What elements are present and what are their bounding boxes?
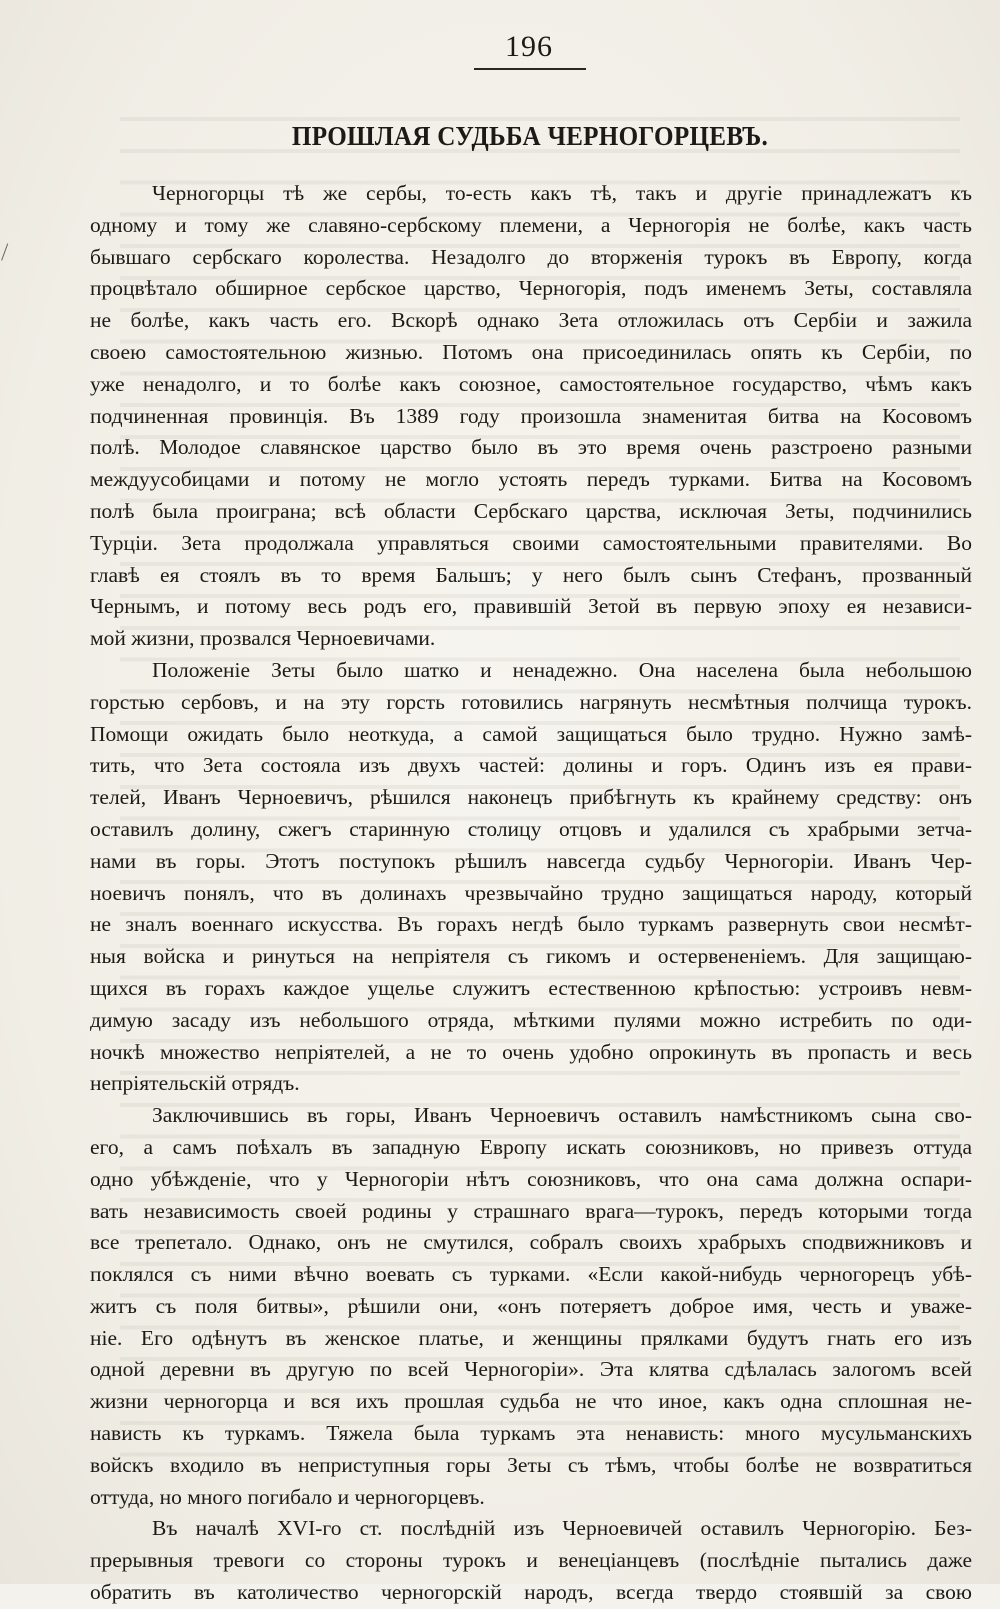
text-line: Въ началѣ XVI-го ст. послѣдній изъ Черноевичей оставилъ Черногорію. Без-	[152, 1516, 972, 1541]
text-line: прерывныя тревоги со стороны турокъ и венеціанцевъ (послѣдніе пытались даже	[90, 1548, 972, 1573]
text-line: междуусобицами и потому не могло устоять передъ турками. Битва на Косовомъ	[90, 467, 972, 492]
text-line: житъ съ поля битвы», рѣшили они, «онъ потеряетъ доброе имя, честь и уваже-	[90, 1293, 972, 1318]
paragraph-2	[90, 655, 972, 1100]
text-line: процвѣтало обширное сербское царство, Черногорія, подъ именемъ Зеты, составляла	[90, 276, 972, 301]
text-line: вать независимость своей родины у страшнаго врага—турокъ, передъ которыми тогда	[90, 1198, 972, 1223]
text-line: войскъ входило въ неприступныя горы Зеты съ тѣмъ, чтобы болѣе не возвратиться	[90, 1452, 972, 1477]
text-line: Заключившись въ горы, Иванъ Черноевичъ оставилъ намѣстникомъ сына сво-	[152, 1103, 972, 1128]
text-line: обратить въ католичество черногорскій народъ, всегда твердо стоявшій за свою	[90, 1580, 972, 1605]
text-line: щихся въ горахъ каждое ущелье служитъ естественною крѣпостью: устроивъ невм-	[90, 975, 972, 1000]
text-line: Турціи. Зета продолжала управляться своими самостоятельными правителями. Во	[90, 530, 972, 555]
text-line: нами въ горы. Этотъ поступокъ рѣшилъ навсегда судьбу Черногоріи. Иванъ Чер-	[90, 848, 972, 873]
text-line: горстью сербовъ, и на эту горсть готовились нагрянуть несмѣтныя полчища турокъ.	[90, 689, 972, 714]
text-line: Положеніе Зеты было шатко и ненадежно. Она населена была небольшою	[152, 657, 972, 682]
text-line: ныя войска и ринуться на непріятеля съ гикомъ и остервененіемъ. Для защищаю-	[90, 944, 972, 969]
text-line: полѣ была проиграна; всѣ области Сербскаго царства, исключая Зеты, подчинились	[90, 498, 972, 523]
text-line: главѣ ея стоялъ въ то время Бальшъ; у него былъ сынъ Стефанъ, прозванный	[90, 562, 972, 587]
text-line: не болѣе, какъ часть его. Вскорѣ однако Зета отложилась отъ Сербіи и зажила	[90, 308, 972, 333]
paragraph-4	[90, 1513, 972, 1608]
body-text	[90, 178, 972, 1609]
text-line: тить, что Зета состояла изъ двухъ частей: долины и горъ. Одинъ изъ ея прави-	[90, 753, 972, 778]
paragraph-1	[90, 178, 972, 655]
text-line: Помощи ожидать было неоткуда, а самой защищаться было трудно. Нужно замѣ-	[90, 721, 972, 746]
text-line: одно убѣжденіе, что у Черногоріи нѣтъ союзниковъ, что она сама должна оспари-	[90, 1166, 972, 1191]
text-line: одному и тому же славяно-сербскому племени, а Черногорія не болѣе, какъ часть	[90, 212, 972, 237]
text-line: нависть къ туркамъ. Тяжела была туркамъ эта ненависть: много мусульманскихъ	[90, 1421, 972, 1446]
page-number: 196	[505, 30, 553, 63]
text-line: полѣ. Молодое славянское царство было въ это время очень разстроено разными	[90, 435, 972, 460]
text-line: оставилъ долину, сжегъ старинную столицу отцовъ и удалился съ храбрыми зетча-	[90, 816, 972, 841]
text-line: ноевичъ понялъ, что въ долинахъ чрезвычайно трудно защищаться народу, который	[90, 880, 972, 905]
text-line: уже ненадолго, и то болѣе какъ союзное, самостоятельное государство, чѣмъ какъ	[90, 371, 972, 396]
text-line: димую засаду изъ небольшого отряда, мѣткими пулями можно истребить по оди-	[90, 1007, 972, 1032]
text-line: телей, Иванъ Черноевичъ, рѣшился наконецъ прибѣгнуть къ крайнему средству: онъ	[90, 785, 972, 810]
margin-mark	[1, 243, 14, 262]
text-line: подчиненная провинція. Въ 1389 году произошла знаменитая битва на Косовомъ	[90, 403, 972, 428]
chapter-title: ПРОШЛАЯ СУДЬБА ЧЕРНОГОРЦЕВЪ.	[291, 121, 769, 151]
text-line: поклялся съ ними вѣчно воевать съ турками. «Если какой-нибудь черногорецъ убѣ-	[90, 1262, 972, 1287]
text-line: одной деревни въ другую по всей Черногоріи». Эта клятва сдѣлалась залогомъ всей	[90, 1357, 972, 1382]
text-line: его, а самъ поѣхалъ въ западную Европу искать союзниковъ, но привезъ оттуда	[90, 1134, 972, 1159]
text-line: оттуда, но много погибало и черногорцевъ.	[90, 1484, 485, 1509]
text-line: своею самостоятельною жизнью. Потомъ она присоединилась опять къ Сербіи, по	[90, 339, 972, 364]
text-line: Чернымъ, и потому весь родъ его, правившій Зетой въ первую эпоху ея независи-	[90, 594, 972, 619]
text-line: мой жизни, прозвался Черноевичами.	[90, 626, 436, 651]
text-line: бывшаго сербскаго королества. Незадолго до вторженія турокъ въ Европу, когда	[90, 244, 972, 269]
text-line: жизни черногорца и вся ихъ прошлая судьба не что иное, какъ одна сплошная не-	[90, 1389, 972, 1414]
text-line: ночкѣ множество непріятелей, а не то очень удобно опрокинуть въ пропасть и весь	[90, 1039, 972, 1064]
text-line: ніе. Его одѣнутъ въ женское платье, и женщины прялками будутъ гнать его изъ	[90, 1325, 972, 1350]
page-number-rule	[474, 68, 586, 70]
text-line: Черногорцы тѣ же сербы, то-есть какъ тѣ, такъ и другіе принадлежатъ къ	[152, 181, 972, 205]
text-line: непріятельскій отрядъ.	[90, 1071, 300, 1096]
paragraph-3	[90, 1100, 972, 1513]
text-line: все трепетало. Однако, онъ не смутился, собралъ своихъ храбрыхъ сподвижниковъ и	[90, 1230, 972, 1255]
text-line: не зналъ военнаго искусства. Въ горахъ негдѣ было туркамъ развернуть свои несмѣт-	[90, 912, 972, 937]
